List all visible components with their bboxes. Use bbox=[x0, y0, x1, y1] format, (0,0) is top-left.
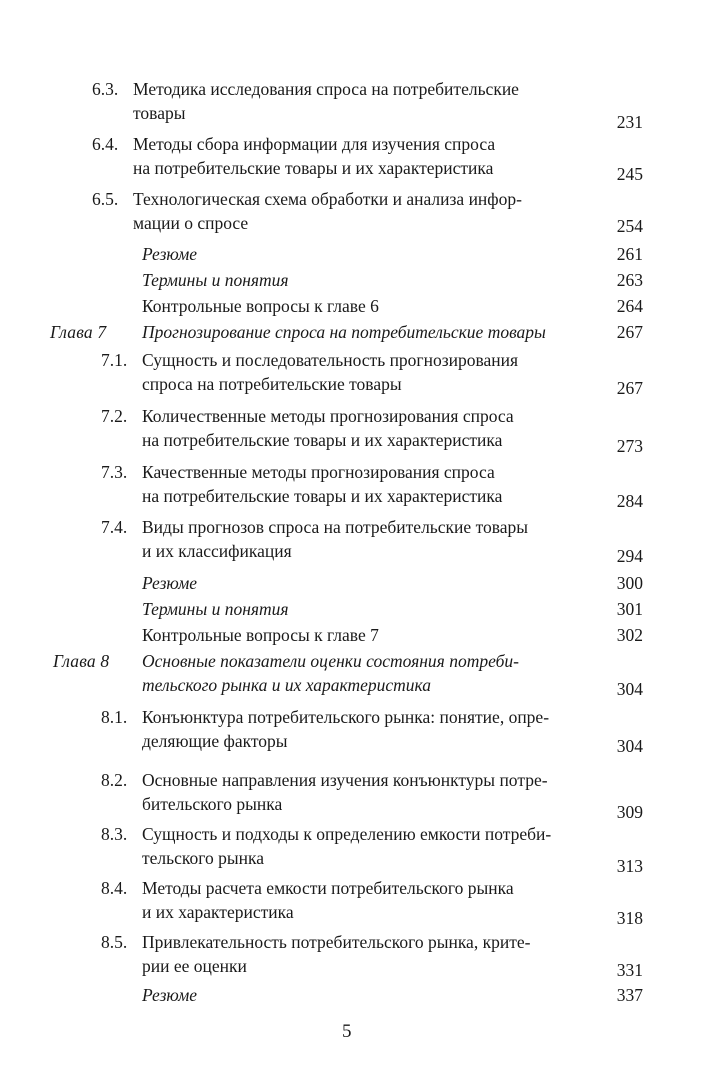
toc-questions-7: Контрольные вопросы к главе 7 bbox=[142, 625, 379, 645]
toc-7-1-page: 267 bbox=[616, 378, 643, 398]
toc-chapter-8-title-line1: Основные показатели оценки состояния потреби- bbox=[142, 651, 519, 671]
toc-6-3-number: 6.3. bbox=[92, 79, 119, 99]
toc-terms-7: Термины и понятия bbox=[142, 599, 289, 619]
toc-resume-8-page: 337 bbox=[616, 985, 643, 1005]
toc-8-3-number: 8.3. bbox=[101, 824, 128, 844]
toc-7-2-title-line1: Количественные методы прогнозирования спроса bbox=[142, 406, 514, 426]
toc-7-1-title-line1: Сущность и последовательность прогнозирования bbox=[142, 350, 519, 370]
toc-8-3-title-line1: Сущность и подходы к определению емкости потреби- bbox=[142, 824, 552, 844]
toc-8-3-title-line2: тельского рынка bbox=[142, 848, 265, 868]
toc-7-2-title-line2: на потребительские товары и их характеристика bbox=[142, 430, 503, 450]
toc-6-5-page: 254 bbox=[616, 216, 643, 236]
toc-8-2-title-line1: Основные направления изучения конъюнктуры потре- bbox=[142, 770, 548, 790]
toc-resume-6: Резюме bbox=[142, 244, 198, 264]
toc-7-2-number: 7.2. bbox=[101, 406, 128, 426]
toc-6-5-number: 6.5. bbox=[92, 189, 119, 209]
toc-chapter-8-page: 304 bbox=[616, 679, 643, 699]
toc-8-4-number: 8.4. bbox=[101, 878, 128, 898]
toc-6-3-title-line2: товары bbox=[133, 103, 186, 123]
toc-resume-7: Резюме bbox=[142, 573, 198, 593]
toc-6-4-page: 245 bbox=[616, 164, 643, 184]
toc-7-4-title-line1: Виды прогнозов спроса на потребительские товары bbox=[142, 517, 529, 537]
toc-questions-6-page: 264 bbox=[616, 296, 643, 316]
toc-7-4-page: 294 bbox=[616, 546, 643, 566]
toc-7-3-number: 7.3. bbox=[101, 462, 128, 482]
toc-chapter-8-label: Глава 8 bbox=[53, 651, 110, 671]
toc-8-4-title-line1: Методы расчета емкости потребительского рынка bbox=[142, 878, 514, 898]
toc-6-5-title-line1: Технологическая схема обработки и анализа инфор- bbox=[133, 189, 522, 209]
toc-terms-7-page: 301 bbox=[616, 599, 643, 619]
toc-resume-8: Резюме bbox=[142, 985, 198, 1005]
toc-7-1-number: 7.1. bbox=[101, 350, 128, 370]
toc-terms-6-page: 263 bbox=[616, 270, 643, 290]
toc-7-2-page: 273 bbox=[616, 436, 643, 456]
toc-chapter-7-title: Прогнозирование спроса на потребительские товары bbox=[142, 322, 546, 342]
toc-7-4-title-line2: и их классификация bbox=[142, 541, 292, 561]
toc-8-4-title-line2: и их характеристика bbox=[142, 902, 294, 922]
toc-resume-7-page: 300 bbox=[616, 573, 643, 593]
toc-8-5-title-line1: Привлекательность потребительского рынка, крите- bbox=[142, 932, 531, 952]
toc-terms-6: Термины и понятия bbox=[142, 270, 289, 290]
toc-8-1-number: 8.1. bbox=[101, 707, 128, 727]
toc-8-2-page: 309 bbox=[616, 802, 643, 822]
toc-8-4-page: 318 bbox=[616, 908, 643, 928]
toc-6-4-number: 6.4. bbox=[92, 134, 119, 154]
toc-7-3-title-line2: на потребительские товары и их характеристика bbox=[142, 486, 503, 506]
toc-8-1-title-line2: деляющие факторы bbox=[142, 731, 288, 751]
toc-7-1-title-line2: спроса на потребительские товары bbox=[142, 374, 402, 394]
toc-8-5-title-line2: рии ее оценки bbox=[142, 956, 247, 976]
toc-8-5-number: 8.5. bbox=[101, 932, 128, 952]
toc-8-2-title-line2: бительского рынка bbox=[142, 794, 283, 814]
toc-6-3-page: 231 bbox=[616, 112, 643, 132]
toc-7-4-number: 7.4. bbox=[101, 517, 128, 537]
toc-chapter-7-page: 267 bbox=[616, 322, 643, 342]
toc-8-3-page: 313 bbox=[616, 856, 643, 876]
toc-6-5-title-line2: мации о спросе bbox=[133, 213, 249, 233]
toc-questions-7-page: 302 bbox=[616, 625, 643, 645]
toc-chapter-8-title-line2: тельского рынка и их характеристика bbox=[142, 675, 432, 695]
toc-chapter-7-label: Глава 7 bbox=[50, 322, 107, 342]
toc-8-5-page: 331 bbox=[616, 960, 643, 980]
toc-7-3-title-line1: Качественные методы прогнозирования спроса bbox=[142, 462, 495, 482]
page-number: 5 bbox=[342, 1021, 352, 1042]
toc-8-2-number: 8.2. bbox=[101, 770, 128, 790]
toc-questions-6: Контрольные вопросы к главе 6 bbox=[142, 296, 379, 316]
toc-8-1-page: 304 bbox=[616, 736, 643, 756]
toc-7-3-page: 284 bbox=[616, 491, 643, 511]
toc-6-3-title-line1: Методика исследования спроса на потребительские bbox=[133, 79, 519, 99]
toc-resume-6-page: 261 bbox=[616, 244, 643, 264]
toc-8-1-title-line1: Конъюнктура потребительского рынка: понятие, опре- bbox=[142, 707, 550, 727]
toc-6-4-title-line2: на потребительские товары и их характеристика bbox=[133, 158, 494, 178]
toc-6-4-title-line1: Методы сбора информации для изучения спроса bbox=[133, 134, 496, 154]
